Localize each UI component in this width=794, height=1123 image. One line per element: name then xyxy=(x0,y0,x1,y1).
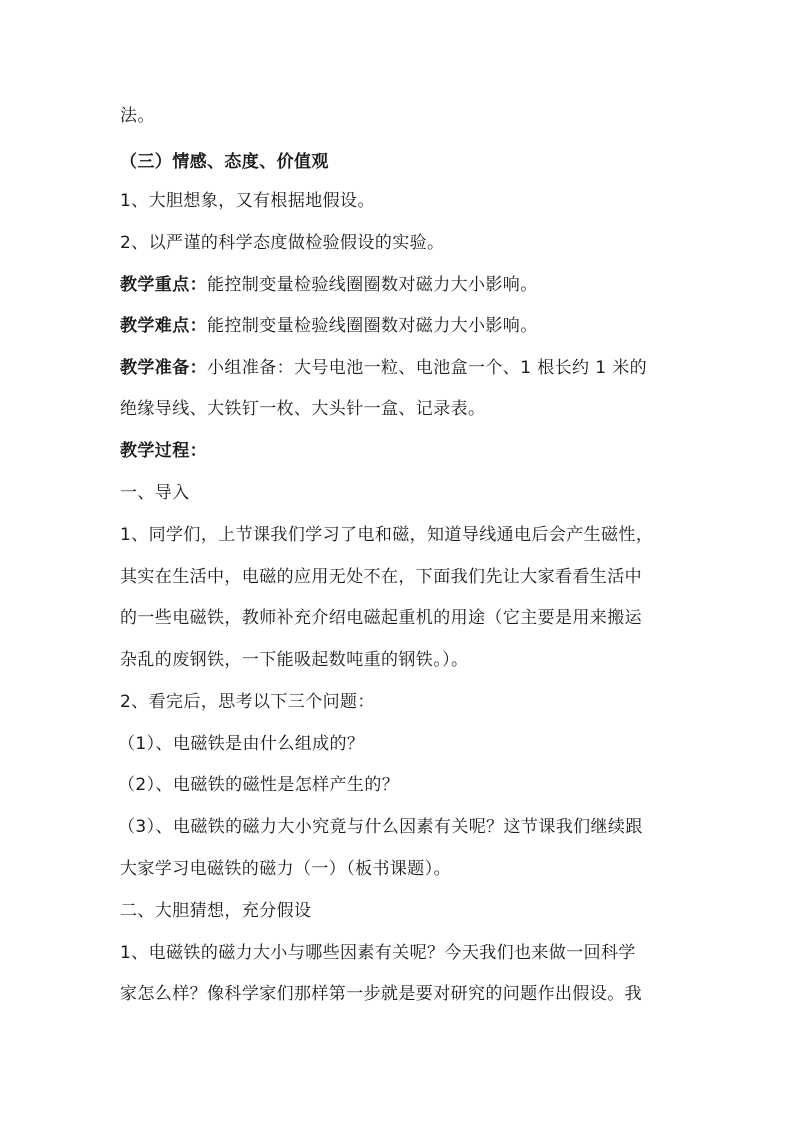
teaching-key-point-text: 能控制变量检验线圈圈数对磁力大小影响。 xyxy=(207,275,538,295)
text-line-4: 2、以严谨的科学态度做检验假设的实验。 xyxy=(120,233,445,253)
text-line-17: 杂乱的废钢铁，一下能吸起数吨重的钢铁。）。 xyxy=(120,650,469,670)
teaching-preparation xyxy=(120,356,680,380)
question-3: （3）、电磁铁的磁力大小究竟与什么因素有关呢？这节课我们继续跟 xyxy=(118,817,643,837)
text-line-22: 大家学习电磁铁的磁力（一）（板书课题）。 xyxy=(120,859,451,879)
section-heading-intro: 一、导入 xyxy=(120,483,190,503)
section-heading-process: 教学过程： xyxy=(120,441,207,461)
text-line-24: 1、电磁铁的磁力大小与哪些因素有关呢？今天我们也来做一回科学 xyxy=(120,943,636,963)
teaching-difficulty-text: 能控制变量检验线圈圈数对磁力大小影响。 xyxy=(207,316,538,336)
teaching-difficulty-label: 教学难点： xyxy=(120,316,207,336)
section-heading-hypothesis: 二、大胆猜想，充分假设 xyxy=(120,901,312,921)
text-line-14: 1、同学们，上节课我们学习了电和磁，知道导线通电后会产生磁性， xyxy=(120,525,654,545)
teaching-difficulty xyxy=(120,314,680,338)
question-2: （2）、电磁铁的磁性是怎样产生的？ xyxy=(118,775,400,795)
text-line-11: 绝缘导线、大铁钉一枚、大头针一盒、记录表。 xyxy=(120,399,486,419)
teaching-preparation-label: 教学准备： xyxy=(120,358,207,378)
text-line-25: 家怎么样？像科学家们那样第一步就是要对研究的问题作出假设。我 xyxy=(120,984,642,1004)
teaching-key-point-label: 教学重点： xyxy=(120,275,207,295)
section-heading-attitude: （三）情感、态度、价值观 xyxy=(120,152,329,172)
question-1: （1）、电磁铁是由什么组成的？ xyxy=(118,734,365,754)
teaching-preparation-text: 小组准备：大号电池一粒、电池盒一个、1 根长约 1 米的 xyxy=(207,358,648,378)
text-line-18: 2、看完后，思考以下三个问题： xyxy=(120,692,375,712)
text-line-16: 的一些电磁铁，教师补充介绍电磁起重机的用途（它主要是用来搬运 xyxy=(120,608,642,628)
text-line-15: 其实在生活中，电磁的应用无处不在，下面我们先让大家看看生活中 xyxy=(120,567,642,587)
text-line-1: 法。 xyxy=(120,106,155,126)
text-line-3: 1、大胆想象，又有根据地假设。 xyxy=(120,191,375,211)
teaching-key-point xyxy=(120,273,680,297)
